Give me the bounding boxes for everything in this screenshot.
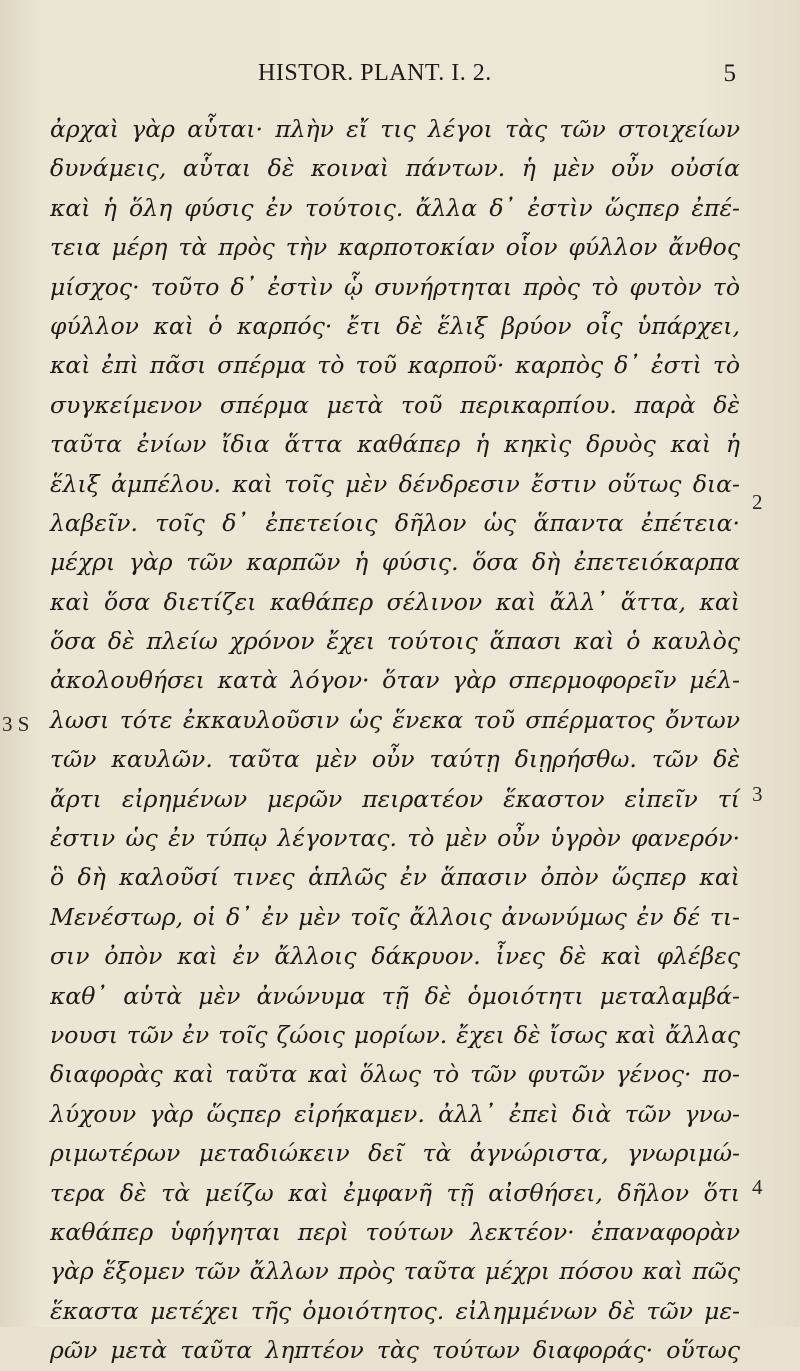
text-line: γὰρ ἕξομεν τῶν ἄλλων πρὸς ταῦτα μέχρι πόσου καὶ πῶς: [50, 1257, 740, 1286]
text-line: λωσι τότε ἐκκαυλοῦσιν ὡς ἕνεκα τοῦ σπέρματος ὄντων: [50, 705, 740, 734]
text-line: ἐστιν ὡς ἐν τύπῳ λέγοντας. τὸ μὲν οὖν ὑγρὸν φανερόν·: [50, 824, 740, 853]
margin-section-marker: 3 S: [2, 712, 30, 736]
text-line: Μενέστωρ, οἱ δ᾽ ἐν μὲν τοῖς ἄλλοις ἀνωνύμως ἐν δέ τι-: [50, 902, 740, 931]
text-line: καθάπερ ὑφήγηται περὶ τούτων λεκτέον· ἐπαναφορὰν: [50, 1217, 740, 1246]
text-line: καὶ ἐπὶ πᾶσι σπέρμα τὸ τοῦ καρποῦ· καρπὸς δ᾽ ἐστὶ τὸ: [50, 351, 740, 380]
text-line: καθ᾽ αὑτὰ μὲν ἀνώνυμα τῇ δὲ ὁμοιότητι μεταλαμβά-: [50, 981, 740, 1010]
text-line: τεια μέρη τὰ πρὸς τὴν καρποτοκίαν οἷον φύλλον ἄνθος: [50, 233, 740, 262]
text-line: νουσι τῶν ἐν τοῖς ζώοις μορίων. ἔχει δὲ ἴσως καὶ ἄλλας: [50, 1020, 740, 1049]
margin-section-number: 4: [752, 1175, 763, 1199]
text-line: καὶ ὅσα διετίζει καθάπερ σέλινον καὶ ἄλλ᾽ ἅττα, καὶ: [50, 587, 740, 616]
page-header: [60, 58, 740, 98]
text-line: ρῶν μετὰ ταῦτα ληπτέον τὰς τούτων διαφοράς· οὕτως: [50, 1336, 740, 1365]
text-line: φύλλον καὶ ὁ καρπός· ἔτι δὲ ἕλιξ βρύον οἷς ὑπάρχει,: [50, 311, 740, 340]
greek-text-block: [50, 110, 740, 1371]
margin-section-number: 2: [752, 490, 763, 514]
text-line: τερα δὲ τὰ μείζω καὶ ἐμφανῆ τῇ αἰσθήσει, δῆλον ὅτι: [50, 1178, 740, 1207]
text-line: ὅσα δὲ πλείω χρόνον ἔχει τούτοις ἅπασι καὶ ὁ καυλὸς: [50, 627, 740, 656]
text-line: μίσχος· τοῦτο δ᾽ ἐστὶν ᾧ συνήρτηται πρὸς τὸ φυτὸν τὸ: [50, 272, 740, 301]
text-line: ἀκολουθήσει κατὰ λόγον· ὅταν γὰρ σπερμοφορεῖν μέλ-: [50, 666, 740, 695]
text-line: λαβεῖν. τοῖς δ᾽ ἐπετείοις δῆλον ὡς ἅπαντα ἐπέτεια·: [50, 508, 740, 537]
text-line: ριμωτέρων μεταδιώκειν δεῖ τὰ ἀγνώριστα, γνωριμώ-: [50, 1139, 740, 1168]
text-line: μέχρι γὰρ τῶν καρπῶν ἡ φύσις. ὅσα δὴ ἐπετειόκαρπα: [50, 548, 740, 577]
text-line: ὃ δὴ καλοῦσί τινες ἁπλῶς ἐν ἅπασιν ὀπὸν ὥςπερ καὶ: [50, 863, 740, 892]
text-line: ἕλιξ ἀμπέλου. καὶ τοῖς μὲν δένδρεσιν ἔστιν οὕτως δια-: [50, 469, 740, 498]
text-line: σιν ὀπὸν καὶ ἐν ἄλλοις δάκρυον. ἶνες δὲ καὶ φλέβες: [50, 942, 740, 971]
page-number: 5: [723, 60, 736, 87]
text-line: ἀρχαὶ γὰρ αὗται· πλὴν εἴ τις λέγοι τὰς τῶν στοιχείων: [50, 115, 740, 143]
text-line: λύχουν γὰρ ὥςπερ εἰρήκαμεν. ἀλλ᾽ ἐπεὶ διὰ τῶν γνω-: [50, 1099, 740, 1128]
text-line: συγκείμενον σπέρμα μετὰ τοῦ περικαρπίου. παρὰ δὲ: [50, 390, 740, 419]
text-line: ταῦτα ἐνίων ἴδια ἅττα καθάπερ ἡ κηκὶς δρυὸς καὶ ἡ: [50, 430, 740, 459]
text-line: διαφορὰς καὶ ταῦτα καὶ ὅλως τὸ τῶν φυτῶν γένος· πο-: [50, 1060, 740, 1089]
margin-section-number: 3: [752, 782, 763, 806]
text-line: καὶ ἡ ὅλη φύσις ἐν τούτοις. ἄλλα δ᾽ ἐστὶν ὥςπερ ἐπέ-: [50, 193, 740, 222]
text-line: ἕκαστα μετέχει τῆς ὁμοιότητος. εἰλημμένων δὲ τῶν με-: [50, 1296, 740, 1325]
text-line: δυνάμεις, αὗται δὲ κοιναὶ πάντων. ἡ μὲν οὖν οὐσία: [50, 154, 740, 183]
text-line: ἄρτι εἰρημένων μερῶν πειρατέον ἕκαστον εἰπεῖν τί: [50, 784, 740, 813]
text-line: τῶν καυλῶν. ταῦτα μὲν οὖν ταύτῃ διῃρήσθω. τῶν δὲ: [50, 745, 740, 774]
running-head: HISTOR. PLANT. I. 2.: [258, 60, 492, 86]
